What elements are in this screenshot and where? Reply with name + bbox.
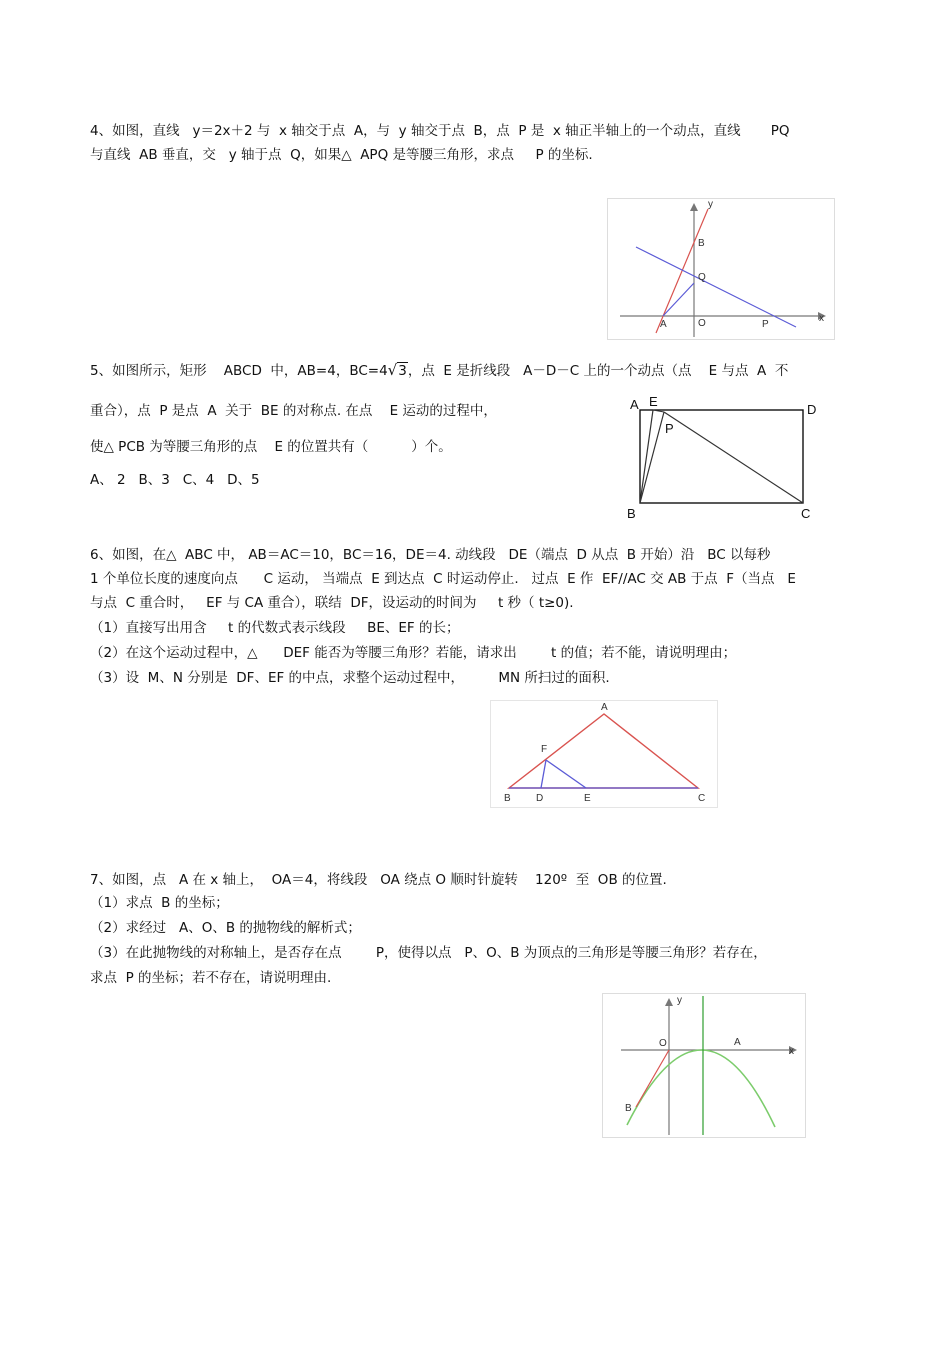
q7-parabola [627, 1050, 775, 1127]
q6-line-2: 1 个单位长度的速度向点 C 运动， 当端点 E 到达点 C 时运动停止. 过点 E 作 EF//AC 交 AB 于点 F（当点 E [90, 571, 796, 587]
q7-sub-1: （1）求点 B 的坐标； [90, 895, 229, 911]
q6-line-3: 与点 C 重合时， EF 与 CA 重合），联结 DF，设运动的时间为 t 秒（ t≥0). [90, 595, 574, 611]
q5-line-2: 重合），点 P 是点 A 关于 BE 的对称点. 在点 E 运动的过程中， [90, 403, 497, 419]
q4-label-a: A [660, 319, 667, 330]
q5-label-b: B [627, 506, 636, 521]
q5-options: A、 2 B、3 C、4 D、5 [90, 472, 260, 488]
q4-label-y: y [708, 199, 713, 210]
q5-label-a: A [630, 397, 639, 412]
q5-label-c: C [801, 506, 811, 521]
q5-segment-pc [664, 412, 803, 503]
q7-label-o: O [659, 1038, 667, 1049]
q7-label-b: B [625, 1103, 632, 1114]
q6-triangle-abc [509, 714, 698, 788]
q6-figure [490, 700, 718, 808]
q5-line-1-a: 5、如图所示，矩形 ABCD 中，AB=4，BC=4 [90, 363, 388, 379]
q4-line-2: 与直线 AB 垂直，交 y 轴于点 Q，如果△ APQ 是等腰三角形，求点 P 的坐标. [90, 147, 593, 163]
q5-line-3: 使△ PCB 为等腰三角形的点 E 的位置共有（ ）个。 [90, 439, 452, 455]
q4-label-b: B [698, 238, 705, 249]
q4-line-1: 4、如图，直线 y＝2x＋2 与 x 轴交于点 A，与 y 轴交于点 B，点 P 是 x 轴正半轴上的一个动点，直线 PQ [90, 123, 790, 139]
q6-segment-df [541, 760, 546, 788]
q6-label-d: D [536, 793, 544, 804]
q7-figure [602, 993, 806, 1138]
q6-sub-3: （3）设 M、N 分别是 DF、EF 的中点，求整个运动过程中， MN 所扫过的面积. [90, 670, 610, 686]
q6-label-f: F [541, 744, 548, 755]
q7-label-x: x [789, 1046, 794, 1057]
q5-line-1-b: ，点 E 是折线段 A－D－C 上的一个动点（点 E 与点 A 不 [407, 363, 789, 379]
q7-line-1: 7、如图，点 A 在 x 轴上， OA＝4，将线段 OA 绕点 O 顺时针旋转 120º 至 OB 的位置. [90, 872, 667, 888]
q7-sub-2: （2）求经过 A、O、B 的抛物线的解析式； [90, 920, 361, 936]
q5-segment-be [640, 410, 653, 503]
q5-line-1 [90, 360, 788, 381]
q5-sqrt-value: 3 [398, 363, 407, 379]
q6-label-c: C [698, 793, 706, 804]
q6-sub-1: （1）直接写出用含 t 的代数式表示线段 BE、EF 的长； [90, 620, 460, 636]
q4-label-x: x [819, 313, 824, 324]
q6-line-1: 6、如图，在△ ABC 中， AB＝AC＝10，BC＝16，DE＝4. 动线段 DE（端点 D 从点 B 开始）沿 BC 以每秒 [90, 547, 771, 563]
q6-label-b: B [504, 793, 511, 804]
q7-sub-3: （3）在此抛物线的对称轴上，是否存在点 P，使得以点 P、O、B 为顶点的三角形是等腰三角形？若存在， [90, 945, 767, 961]
q5-label-e: E [649, 394, 658, 409]
q6-label-a: A [601, 702, 608, 713]
q7-label-y: y [677, 995, 682, 1006]
q4-figure [607, 198, 835, 340]
q5-label-p: P [665, 421, 674, 436]
q7-label-a: A [734, 1037, 741, 1048]
q4-segment-aq [663, 283, 694, 316]
q6-label-e: E [584, 793, 591, 804]
q5-figure [625, 393, 825, 525]
q4-label-q: Q [698, 272, 706, 283]
q5-segment-bp [640, 412, 664, 503]
q4-line-pq [636, 247, 796, 327]
q7-segment-ob [636, 1050, 669, 1107]
q6-sub-2: （2）在这个运动过程中，△ DEF 能否为等腰三角形？若能，请求出 t 的值；若不能，请说明理由； [90, 645, 737, 661]
q5-sqrt: √3 [387, 361, 407, 379]
q4-label-o: O [698, 318, 706, 329]
q6-segment-ef [546, 760, 586, 788]
q5-label-d: D [807, 402, 817, 417]
q7-line-end: 求点 P 的坐标；若不存在，请说明理由. [90, 970, 332, 986]
q4-label-p: P [762, 319, 769, 330]
